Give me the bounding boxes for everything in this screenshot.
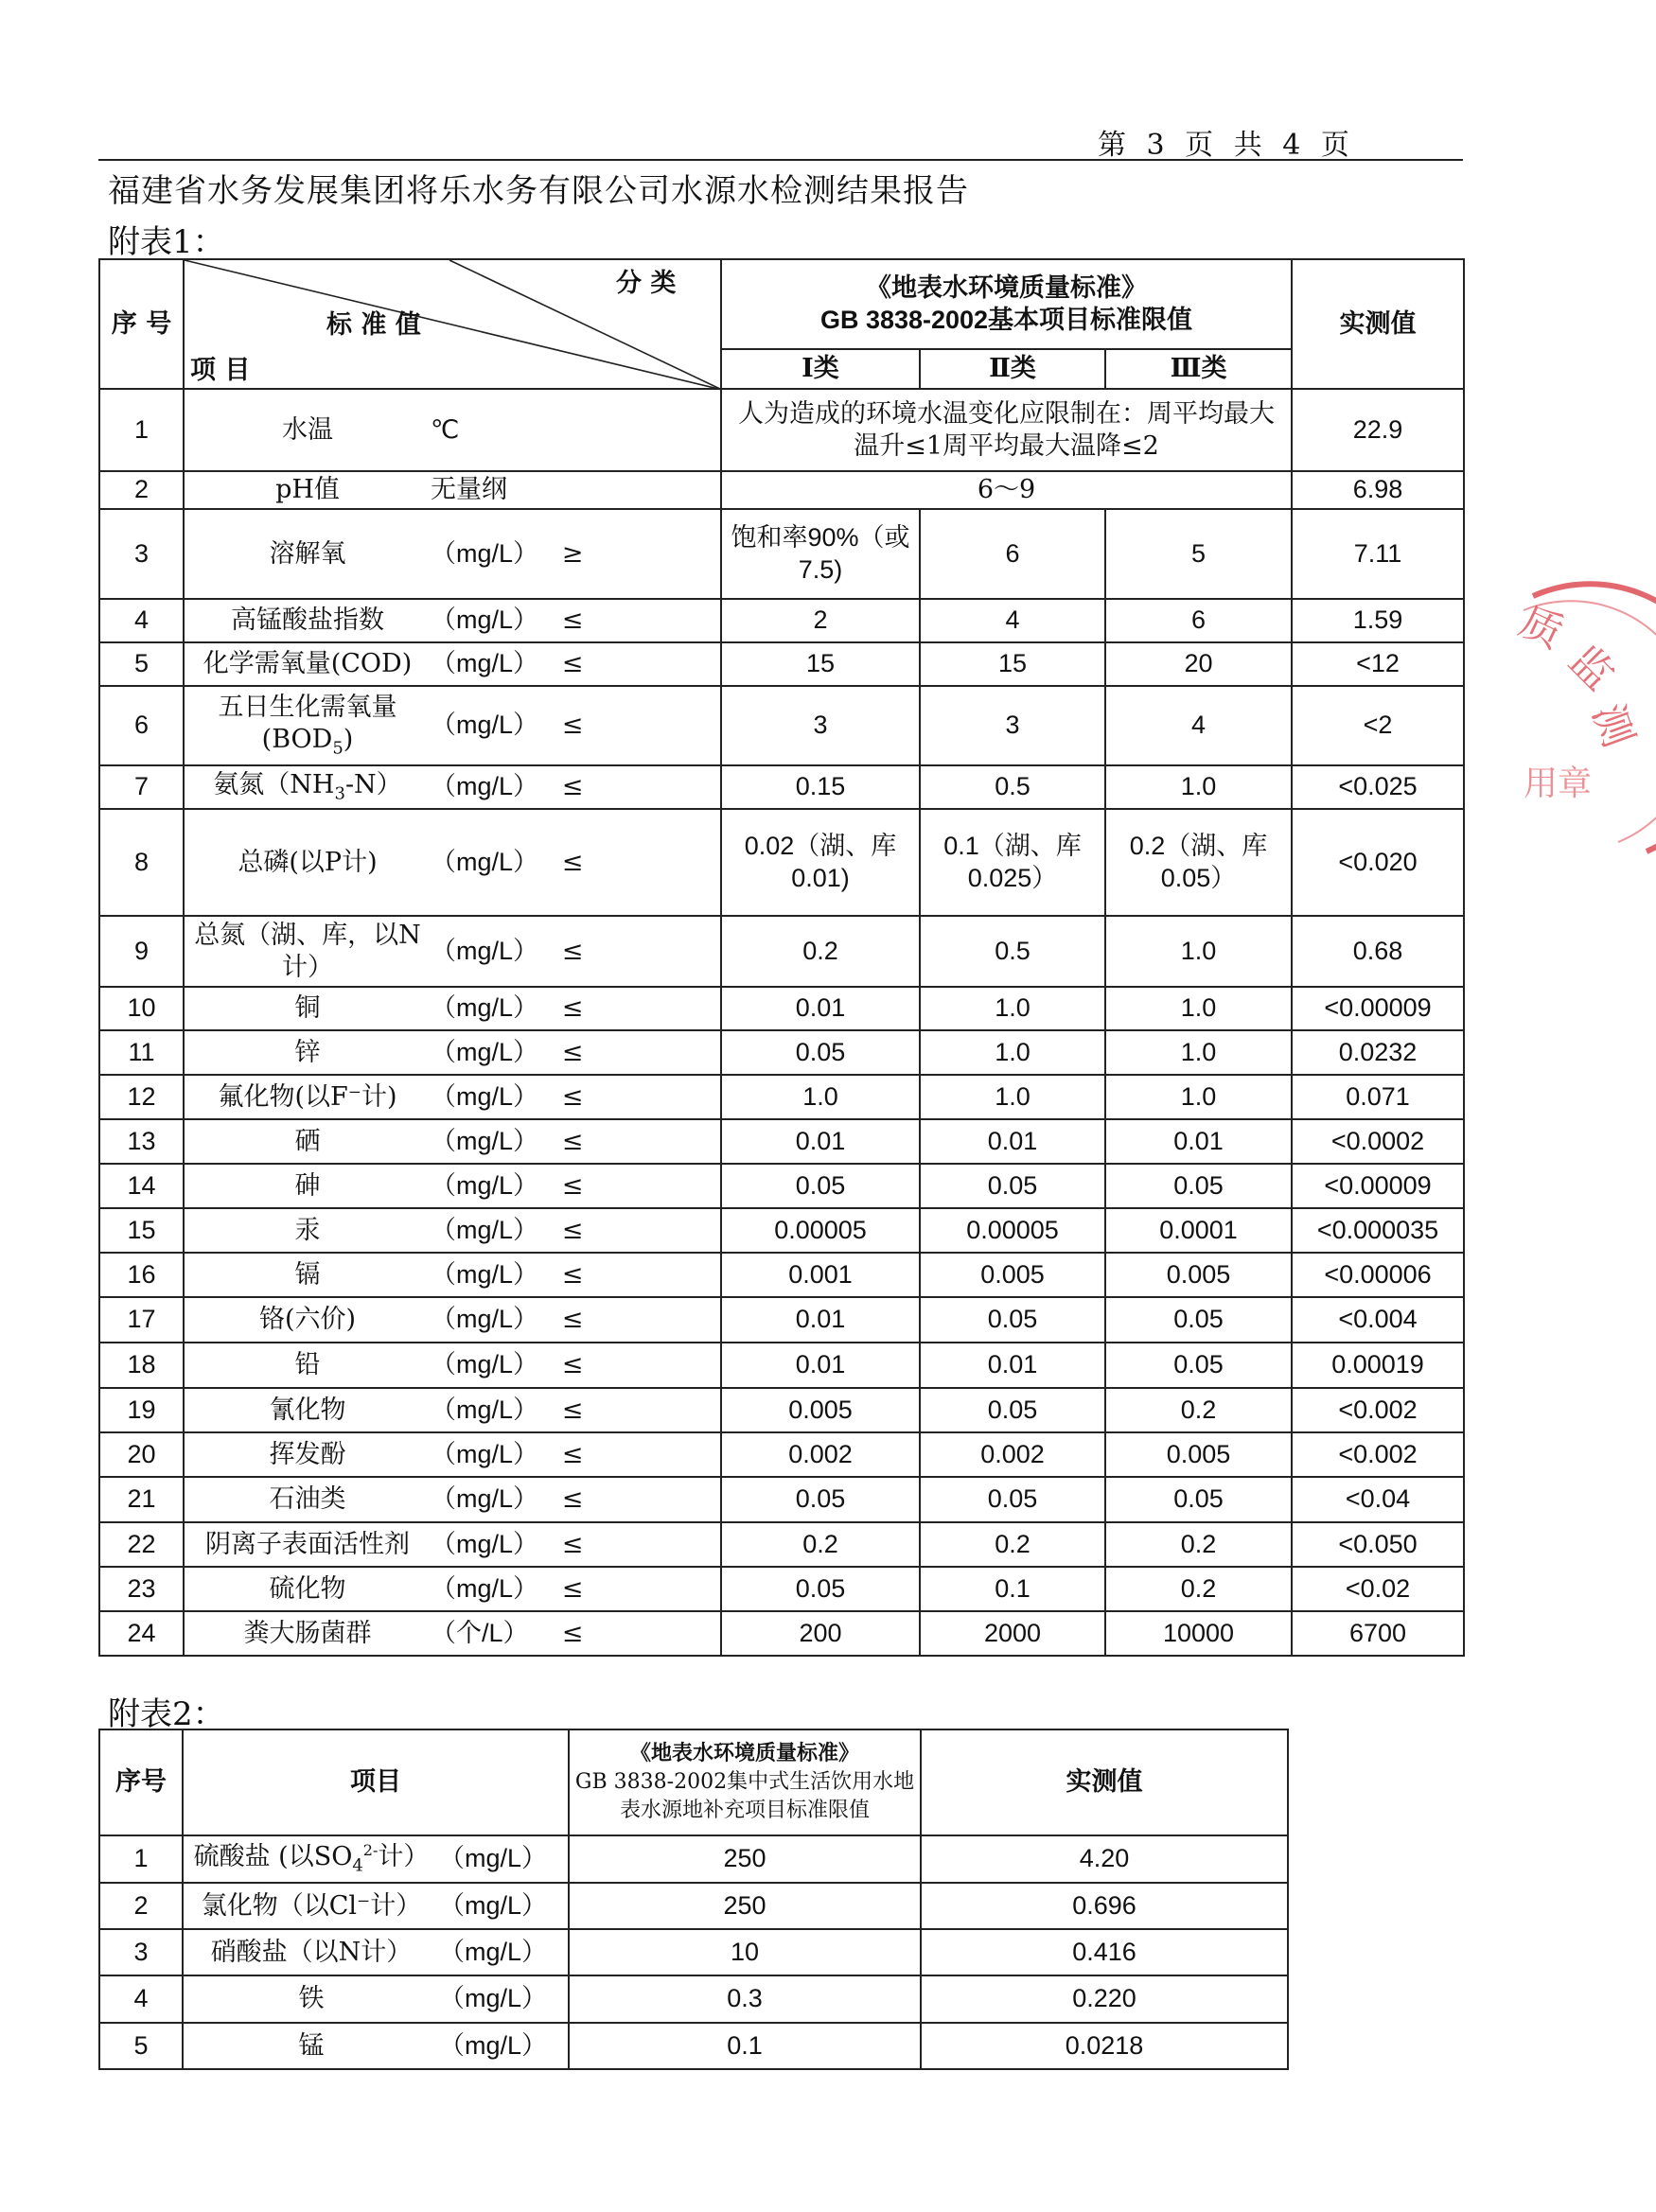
- item-name: 石油类: [269, 1484, 346, 1515]
- row-no: 10: [99, 987, 184, 1030]
- item-unit: （mg/L）: [431, 936, 539, 965]
- measured-value: 0.00019: [1292, 1343, 1464, 1388]
- row-no: 1: [99, 389, 184, 471]
- table-row: [99, 1075, 1464, 1119]
- item-operator: ≤: [561, 711, 584, 741]
- t1-head-seq: 序 号: [99, 259, 184, 389]
- row-no: 11: [99, 1030, 184, 1075]
- limit-class1: 200: [721, 1611, 920, 1656]
- item-operator: ≤: [561, 1305, 584, 1335]
- t1-head-class2: Ⅱ类: [920, 349, 1105, 389]
- item-name: 硫酸盐 (以$SO_4^{2-}$计）: [193, 1841, 430, 1876]
- t1-head-classify: 分 类: [616, 269, 677, 298]
- limit-value: 250: [569, 1835, 921, 1883]
- limit-value: 250: [569, 1883, 921, 1929]
- row-item: [184, 1522, 721, 1567]
- table-row: [99, 1835, 1288, 1883]
- row-item: [184, 1253, 721, 1297]
- limit-class2: 15: [920, 642, 1105, 686]
- item-operator: ≤: [561, 1618, 584, 1648]
- measured-value: <0.00006: [1292, 1253, 1464, 1297]
- row-no: 1: [99, 1835, 183, 1883]
- item-unit: （mg/L）: [439, 1890, 548, 1920]
- table-row: [99, 1477, 1464, 1522]
- item-name: 砷: [294, 1170, 321, 1201]
- limit-class3: 6: [1105, 599, 1292, 642]
- limit-class1: 0.01: [721, 1297, 920, 1343]
- limit-class1: 2: [721, 599, 920, 642]
- limit-class3: 1.0: [1105, 1030, 1292, 1075]
- item-name: 高锰酸盐指数: [231, 606, 384, 636]
- limit-class3: 0.005: [1105, 1432, 1292, 1477]
- limit-class1: 0.05: [721, 1030, 920, 1075]
- limit-class3: 0.2: [1105, 1567, 1292, 1611]
- t2-head-seq: 序号: [99, 1729, 183, 1835]
- row-item: [184, 509, 721, 599]
- row-no: 8: [99, 809, 184, 916]
- limit-class3: 0.05: [1105, 1343, 1292, 1388]
- row-item: [184, 1477, 721, 1522]
- row-no: 24: [99, 1611, 184, 1656]
- row-item: [183, 1929, 569, 1975]
- row-no: 13: [99, 1119, 184, 1164]
- item-unit: （mg/L）: [431, 1037, 539, 1066]
- row-item: [184, 765, 721, 809]
- measured-value: <2: [1292, 686, 1464, 765]
- row-no: 19: [99, 1388, 184, 1432]
- row-item: [184, 1611, 721, 1656]
- limit-class2: 0.01: [920, 1119, 1105, 1164]
- item-name: 硝酸盐（以N计）: [210, 1937, 413, 1967]
- limit-class3: 1.0: [1105, 765, 1292, 809]
- row-no: 6: [99, 686, 184, 765]
- row-item: [184, 916, 721, 987]
- limit-class3: 0.2: [1105, 1522, 1292, 1567]
- item-unit: （mg/L）: [431, 1395, 539, 1424]
- svg-text:质: 质: [1512, 597, 1571, 658]
- limit-merged: 6～9: [721, 471, 1292, 509]
- item-unit: （mg/L）: [431, 1259, 539, 1289]
- item-name: 化学需氧量(COD): [203, 649, 413, 679]
- measured-value: 22.9: [1292, 389, 1464, 471]
- measured-value: <0.002: [1292, 1388, 1464, 1432]
- limit-class3: 0.01: [1105, 1119, 1292, 1164]
- limit-class3: 20: [1105, 642, 1292, 686]
- item-operator: ≤: [561, 993, 584, 1024]
- limit-class3: 0.05: [1105, 1164, 1292, 1208]
- item-operator: ≤: [561, 1259, 584, 1290]
- item-operator: ≤: [561, 1573, 584, 1604]
- measured-value: 0.696: [921, 1883, 1288, 1929]
- row-no: 16: [99, 1253, 184, 1297]
- row-no: 17: [99, 1297, 184, 1343]
- item-unit: ℃: [431, 414, 460, 444]
- table-row: [99, 765, 1464, 809]
- measured-value: <0.004: [1292, 1297, 1464, 1343]
- item-unit: 无量纲: [431, 475, 507, 504]
- limit-class1: 0.01: [721, 1119, 920, 1164]
- item-operator: ≤: [561, 1170, 584, 1201]
- limit-class1: 0.01: [721, 987, 920, 1030]
- limit-class1: 15: [721, 642, 920, 686]
- limit-class1: 0.005: [721, 1388, 920, 1432]
- row-item: [184, 1343, 721, 1388]
- report-title: 福建省水务发展集团将乐水务有限公司水源水检测结果报告: [108, 172, 969, 210]
- measured-value: 1.59: [1292, 599, 1464, 642]
- svg-text:测: 测: [1582, 697, 1643, 754]
- measured-value: 0.0232: [1292, 1030, 1464, 1075]
- row-item: [184, 1075, 721, 1119]
- row-no: 5: [99, 2023, 183, 2069]
- measured-value: 0.0218: [921, 2023, 1288, 2069]
- item-unit: （mg/L）: [431, 1573, 539, 1603]
- table-row: [99, 987, 1464, 1030]
- table-row: [99, 1253, 1464, 1297]
- item-operator: ≤: [561, 649, 584, 679]
- row-no: 12: [99, 1075, 184, 1119]
- item-operator: ≤: [561, 1037, 584, 1067]
- table-row: [99, 1883, 1288, 1929]
- limit-class3: 0.2（湖、库0.05）: [1105, 809, 1292, 916]
- table-row: [99, 1388, 1464, 1432]
- t1-head-class3: Ⅲ类: [1105, 349, 1292, 389]
- row-no: 3: [99, 1929, 183, 1975]
- limit-class1: 0.2: [721, 1522, 920, 1567]
- table-row: [99, 1975, 1288, 2023]
- table-row: [99, 686, 1464, 765]
- item-operator: ≤: [561, 772, 584, 802]
- item-operator: ≤: [561, 1126, 584, 1156]
- row-item: [183, 1883, 569, 1929]
- item-operator: ≤: [561, 1215, 584, 1245]
- limit-class1: 0.02（湖、库0.01): [721, 809, 920, 916]
- table-row: [99, 471, 1464, 509]
- item-unit: （mg/L）: [431, 847, 539, 876]
- table-row: [99, 1611, 1464, 1656]
- row-item: [183, 1835, 569, 1883]
- limit-class1: 0.01: [721, 1343, 920, 1388]
- limit-class3: 0.05: [1105, 1477, 1292, 1522]
- limit-class1: 0.2: [721, 916, 920, 987]
- item-name: 硫化物: [269, 1573, 346, 1604]
- limit-class1: 0.00005: [721, 1208, 920, 1253]
- item-unit: （mg/L）: [431, 1170, 539, 1200]
- row-no: 2: [99, 471, 184, 509]
- limit-class2: 0.2: [920, 1522, 1105, 1567]
- table2-caption: 附表2：: [108, 1695, 225, 1733]
- measured-value: <0.020: [1292, 809, 1464, 916]
- table-row: [99, 1208, 1464, 1253]
- row-no: 15: [99, 1208, 184, 1253]
- measured-value: 0.220: [921, 1975, 1288, 2023]
- page-number: 第 3 页 共 4 页: [1098, 129, 1355, 162]
- limit-class2: 0.05: [920, 1297, 1105, 1343]
- item-unit: （mg/L）: [439, 2030, 548, 2060]
- row-item: [184, 1164, 721, 1208]
- row-item: [184, 471, 721, 509]
- item-operator: ≤: [561, 847, 584, 877]
- row-item: [184, 809, 721, 916]
- item-name: 汞: [294, 1215, 321, 1245]
- limit-class2: 0.01: [920, 1343, 1105, 1388]
- limit-class3: 1.0: [1105, 1075, 1292, 1119]
- table1: [98, 258, 1465, 1657]
- row-item: [184, 1297, 721, 1343]
- measured-value: 4.20: [921, 1835, 1288, 1883]
- row-no: 14: [99, 1164, 184, 1208]
- t2-head-standard: 《地表水环境质量标准》 GB 3838-2002集中式生活饮用水地 表水源地补充项目标准限值: [569, 1729, 921, 1835]
- measured-value: <0.00009: [1292, 1164, 1464, 1208]
- table-row: [99, 1119, 1464, 1164]
- measured-value: <0.050: [1292, 1522, 1464, 1567]
- item-name: 氟化物(以F⁻计): [218, 1081, 397, 1112]
- item-operator: ≤: [561, 1484, 584, 1515]
- limit-class2: 1.0: [920, 1030, 1105, 1075]
- measured-value: 6700: [1292, 1611, 1464, 1656]
- measured-value: <0.0002: [1292, 1119, 1464, 1164]
- measured-value: <0.000035: [1292, 1208, 1464, 1253]
- limit-value: 0.3: [569, 1975, 921, 2023]
- item-unit: （个/L）: [431, 1618, 529, 1647]
- item-name: pH值: [275, 475, 340, 505]
- row-item: [184, 642, 721, 686]
- item-name: 粪大肠菌群: [243, 1618, 372, 1648]
- item-operator: ≤: [561, 1350, 584, 1380]
- limit-class1: 0.05: [721, 1477, 920, 1522]
- item-name: 水温: [282, 414, 333, 445]
- row-item: [184, 1119, 721, 1164]
- item-name: 阴离子表面活性剂: [205, 1529, 410, 1559]
- table-row: [99, 809, 1464, 916]
- limit-class3: 0.05: [1105, 1297, 1292, 1343]
- row-no: 4: [99, 1975, 183, 2023]
- limit-class3: 4: [1105, 686, 1292, 765]
- item-name: 挥发酚: [269, 1439, 346, 1469]
- limit-class1: 1.0: [721, 1075, 920, 1119]
- t1-head-diagonal-cell: [184, 259, 721, 389]
- item-name: 氨氮$(NH_3-N)$: [213, 770, 402, 804]
- limit-class1: 0.15: [721, 765, 920, 809]
- limit-class2: 0.5: [920, 765, 1105, 809]
- limit-class2: 2000: [920, 1611, 1105, 1656]
- t1-head-standard: 《地表水环境质量标准》 GB 3838-2002基本项目标准限值: [721, 259, 1292, 349]
- item-unit: （mg/L）: [431, 606, 539, 635]
- table-row: [99, 1567, 1464, 1611]
- item-operator: ≤: [561, 1529, 584, 1559]
- t1-head-item: 项 目: [190, 356, 251, 385]
- limit-class3: 0.005: [1105, 1253, 1292, 1297]
- limit-class2: 0.00005: [920, 1208, 1105, 1253]
- item-name: 五日生化需氧量$(BOD_5)$: [218, 693, 397, 759]
- table-row: [99, 1522, 1464, 1567]
- measured-value: <0.04: [1292, 1477, 1464, 1522]
- table-row: [99, 1432, 1464, 1477]
- item-name: 铬(六价): [258, 1305, 357, 1335]
- item-operator: ≤: [561, 1439, 584, 1469]
- item-name: 氰化物: [269, 1395, 346, 1425]
- item-unit: （mg/L）: [431, 1126, 539, 1155]
- t1-head-class1: Ⅰ类: [721, 349, 920, 389]
- row-item: [184, 389, 721, 471]
- t1-head-measured: 实测值: [1292, 259, 1464, 389]
- item-name: 总氮（湖、库，以N计）: [194, 920, 421, 982]
- limit-class1: 0.001: [721, 1253, 920, 1297]
- item-name: 锰: [298, 2030, 325, 2061]
- limit-class2: 0.05: [920, 1164, 1105, 1208]
- measured-value: <0.02: [1292, 1567, 1464, 1611]
- table-row: [99, 642, 1464, 686]
- measured-value: 0.071: [1292, 1075, 1464, 1119]
- limit-class2: 0.05: [920, 1388, 1105, 1432]
- measured-value: <0.00009: [1292, 987, 1464, 1030]
- limit-class1: 0.002: [721, 1432, 920, 1477]
- item-name: 铁: [298, 1984, 325, 2014]
- limit-class2: 0.002: [920, 1432, 1105, 1477]
- row-item: [183, 2023, 569, 2069]
- item-name: 总磷(以P计): [238, 847, 378, 877]
- svg-text:监: 监: [1559, 636, 1624, 700]
- limit-class1: 饱和率90%（或7.5): [721, 509, 920, 599]
- measured-value: 6.98: [1292, 471, 1464, 509]
- item-name: 氯化物（以Cl⁻计）: [201, 1890, 422, 1921]
- item-unit: （mg/L）: [431, 772, 539, 801]
- limit-class2: 3: [920, 686, 1105, 765]
- item-name: 锌: [294, 1037, 321, 1067]
- row-item: [184, 1030, 721, 1075]
- table2: [98, 1729, 1289, 2070]
- row-no: 3: [99, 509, 184, 599]
- row-item: [184, 1388, 721, 1432]
- limit-class3: 0.0001: [1105, 1208, 1292, 1253]
- table2-body: [99, 1835, 1288, 2069]
- table-row: [99, 1297, 1464, 1343]
- limit-class1: 0.05: [721, 1164, 920, 1208]
- limit-class2: 0.05: [920, 1477, 1105, 1522]
- table-row: [99, 509, 1464, 599]
- limit-class3: 5: [1105, 509, 1292, 599]
- item-operator: ≤: [561, 936, 584, 966]
- limit-class2: 0.1: [920, 1567, 1105, 1611]
- item-unit: （mg/L）: [431, 1215, 539, 1244]
- item-operator: ≤: [561, 1395, 584, 1425]
- item-unit: （mg/L）: [439, 1984, 548, 2013]
- limit-value: 10: [569, 1929, 921, 1975]
- item-unit: （mg/L）: [431, 1529, 539, 1558]
- t1-head-standard-value: 标 准 值: [326, 310, 421, 340]
- row-no: 9: [99, 916, 184, 987]
- row-no: 21: [99, 1477, 184, 1522]
- item-unit: （mg/L）: [431, 1439, 539, 1468]
- table-row: [99, 2023, 1288, 2069]
- row-item: [184, 599, 721, 642]
- item-unit: （mg/L）: [439, 1937, 548, 1966]
- item-name: 硒: [294, 1126, 321, 1156]
- table1-caption: 附表1：: [108, 223, 225, 261]
- row-no: 20: [99, 1432, 184, 1477]
- item-unit: （mg/L）: [431, 1484, 539, 1514]
- item-name: 铅: [294, 1350, 321, 1380]
- item-unit: （mg/L）: [431, 538, 539, 568]
- item-name: 镉: [294, 1259, 321, 1290]
- item-unit: （mg/L）: [439, 1844, 548, 1873]
- item-unit: （mg/L）: [431, 1350, 539, 1379]
- item-name: 铜: [294, 993, 321, 1024]
- row-no: 7: [99, 765, 184, 809]
- measured-value: <12: [1292, 642, 1464, 686]
- measured-value: <0.002: [1292, 1432, 1464, 1477]
- table-row: [99, 916, 1464, 987]
- limit-class3: 1.0: [1105, 987, 1292, 1030]
- item-operator: ≤: [561, 606, 584, 636]
- limit-class2: 0.005: [920, 1253, 1105, 1297]
- row-no: 22: [99, 1522, 184, 1567]
- row-item: [184, 686, 721, 765]
- item-unit: （mg/L）: [431, 1305, 539, 1334]
- limit-class3: 1.0: [1105, 916, 1292, 987]
- row-no: 4: [99, 599, 184, 642]
- red-seal-stamp: [1505, 587, 1656, 861]
- measured-value: 0.68: [1292, 916, 1464, 987]
- row-item: [183, 1975, 569, 2023]
- item-operator: ≥: [561, 538, 584, 569]
- table-row: [99, 389, 1464, 471]
- table1-body: [99, 389, 1464, 1656]
- limit-class2: 1.0: [920, 1075, 1105, 1119]
- item-unit: （mg/L）: [431, 711, 539, 740]
- measured-value: 7.11: [1292, 509, 1464, 599]
- table-row: [99, 1929, 1288, 1975]
- limit-class1: 0.05: [721, 1567, 920, 1611]
- t2-head-item: 项目: [183, 1729, 569, 1835]
- t2-head-measured: 实测值: [921, 1729, 1288, 1835]
- row-no: 18: [99, 1343, 184, 1388]
- item-unit: （mg/L）: [431, 1081, 539, 1111]
- table-row: [99, 1030, 1464, 1075]
- measured-value: 0.416: [921, 1929, 1288, 1975]
- row-item: [184, 1432, 721, 1477]
- row-item: [184, 987, 721, 1030]
- limit-class2: 4: [920, 599, 1105, 642]
- limit-class2: 1.0: [920, 987, 1105, 1030]
- item-unit: （mg/L）: [431, 993, 539, 1023]
- limit-merged: 人为造成的环境水温变化应限制在：周平均最大温升≤1周平均最大温降≤2: [721, 389, 1292, 471]
- item-operator: ≤: [561, 1081, 584, 1112]
- measured-value: <0.025: [1292, 765, 1464, 809]
- header-rule: [98, 159, 1463, 161]
- limit-class3: 10000: [1105, 1611, 1292, 1656]
- item-unit: （mg/L）: [431, 649, 539, 678]
- svg-text:用章: 用章: [1524, 764, 1593, 803]
- limit-class2: 0.1（湖、库0.025）: [920, 809, 1105, 916]
- table-row: [99, 599, 1464, 642]
- table-row: [99, 1343, 1464, 1388]
- item-name: 溶解氧: [269, 538, 346, 569]
- table-row: [99, 1164, 1464, 1208]
- limit-value: 0.1: [569, 2023, 921, 2069]
- limit-class3: 0.2: [1105, 1388, 1292, 1432]
- row-item: [184, 1567, 721, 1611]
- row-no: 5: [99, 642, 184, 686]
- limit-class2: 0.5: [920, 916, 1105, 987]
- row-item: [184, 1208, 721, 1253]
- row-no: 23: [99, 1567, 184, 1611]
- limit-class1: 3: [721, 686, 920, 765]
- limit-class2: 6: [920, 509, 1105, 599]
- row-no: 2: [99, 1883, 183, 1929]
